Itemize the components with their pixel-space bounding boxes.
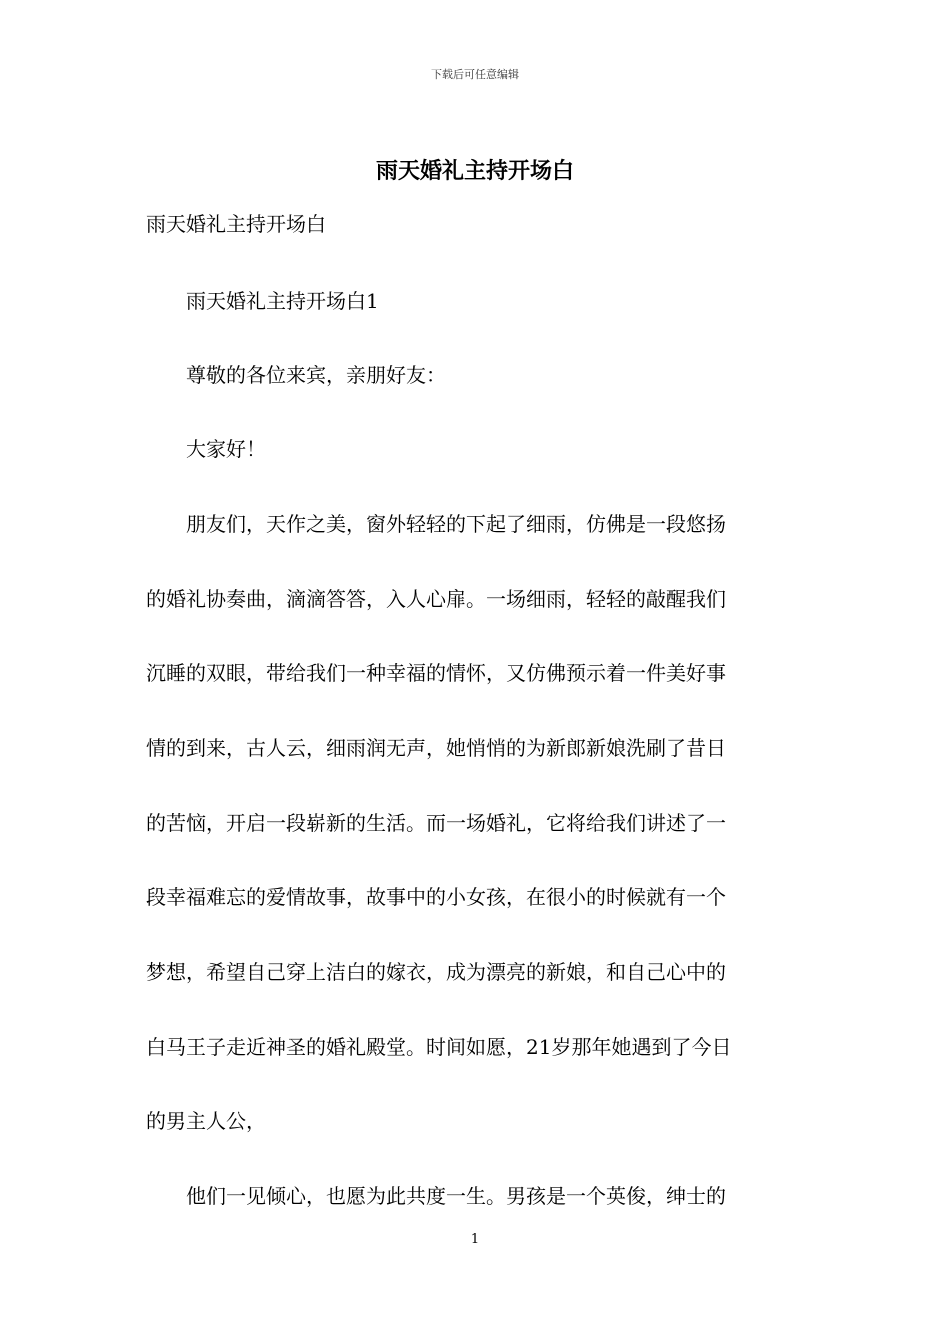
document-title: 雨天婚礼主持开场白 — [375, 158, 574, 184]
text-line: 沉睡的双眼，带给我们一种幸福的情怀，又仿佛预示着一件美好事 — [146, 661, 726, 685]
text-line: 段幸福难忘的爱情故事，故事中的小女孩，在很小的时候就有一个 — [146, 885, 726, 909]
text-line: 的苦恼，开启一段崭新的生活。而一场婚礼，它将给我们讲述了一 — [146, 811, 726, 835]
text-line: 他们一见倾心，也愿为此共度一生。男孩是一个英俊，绅士的 — [146, 1184, 726, 1208]
text-line: 大家好！ — [146, 437, 266, 461]
page-number: 1 — [470, 1232, 480, 1247]
text-line: 的男主人公， — [146, 1109, 266, 1133]
text-line: 雨天婚礼主持开场白 — [146, 212, 326, 236]
text-line: 朋友们，天作之美，窗外轻轻的下起了细雨，仿佛是一段悠扬 — [146, 512, 726, 536]
text-line: 的婚礼协奏曲，滴滴答答，入人心扉。一场细雨，轻轻的敲醒我们 — [146, 587, 726, 611]
text-line: 情的到来，古人云，细雨润无声，她悄悄的为新郎新娘洗刷了昔日 — [146, 736, 726, 760]
text-line: 尊敬的各位来宾，亲朋好友： — [146, 363, 446, 387]
text-line: 雨天婚礼主持开场白1 — [146, 289, 379, 313]
text-line: 白马王子走近神圣的婚礼殿堂。时间如愿，21岁那年她遇到了今日 — [146, 1035, 732, 1059]
text-line: 梦想，希望自己穿上洁白的嫁衣，成为漂亮的新娘，和自己心中的 — [146, 960, 726, 984]
page-header: 下载后可任意编辑 — [431, 68, 519, 81]
